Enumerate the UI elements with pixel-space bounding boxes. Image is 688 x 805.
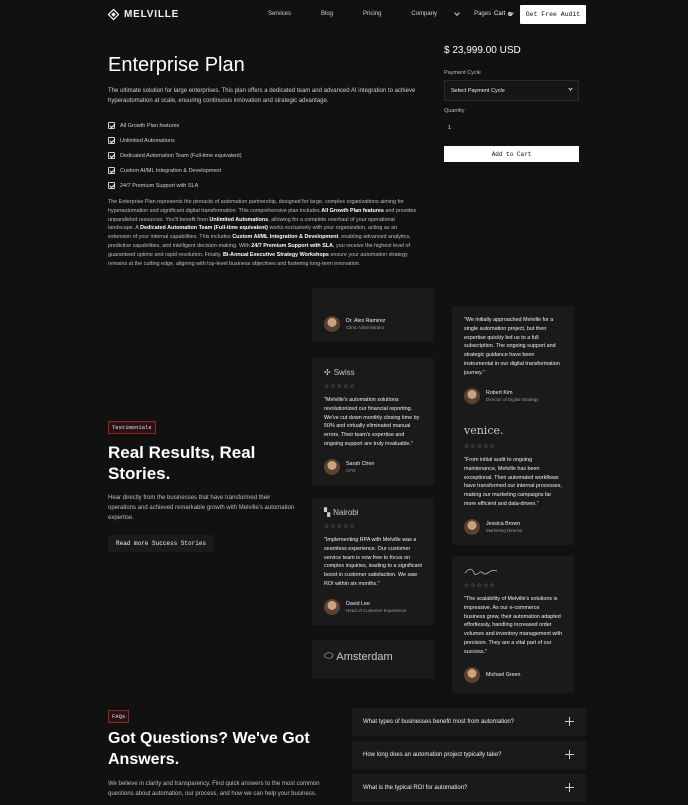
brand-logo xyxy=(324,508,422,517)
author-name: Jessica Brown xyxy=(486,520,521,527)
text-run: works exclusively with your organization, acting as an extension of your internal capabilities. This includes xyxy=(108,225,398,241)
testimonials-subheading: Hear directly from the businesses that have transformed their operations and achieved remarkable growth with Melville's automation expertise. xyxy=(108,495,295,521)
top-navigation xyxy=(0,0,688,30)
bold-text: Dedicated Automation Team (Full-time equivalent) xyxy=(140,225,268,232)
testimonial-card xyxy=(452,306,574,414)
read-more-stories-button[interactable]: Read more Success Stories xyxy=(108,535,214,552)
testimonial-quote xyxy=(324,298,422,312)
nav-link-label: Pricing xyxy=(363,11,382,17)
faq-tag: FAQs xyxy=(108,710,129,723)
bold-text: Bi-Annual Executive Strategy Workshops xyxy=(222,251,329,258)
nairobi-logo-icon: ▚ xyxy=(324,508,331,517)
testimonial-author xyxy=(464,388,562,404)
author-info xyxy=(346,461,374,473)
chevron-down-icon xyxy=(568,86,572,90)
testimonial-quote: "Implementing RPA with Melville was a seamless experience. Our customer service team is now free to focus on complex inquiries, leading to a significant boost in customer satisfaction. We saw ROI within six months." xyxy=(324,537,422,587)
testimonial-quote: "From initial audit to ongoing maintenance, Melville has been exceptional. Their automated workflows have transformed our internal processes, making our marketing campaigns far more efficient and data-driven." xyxy=(464,457,562,507)
product-price: $ 23,999.00 USD xyxy=(444,45,521,56)
feature-label: All Growth Plan features xyxy=(120,122,180,129)
text-run: , enabling advanced analytics, predictive capabilities, and intelligent decision-making. With xyxy=(108,234,411,249)
checkbox-icon xyxy=(108,137,115,144)
testimonial-card xyxy=(312,640,434,679)
logo[interactable] xyxy=(108,9,179,20)
product-title: Enterprise Plan xyxy=(108,54,245,76)
faq-question: What is the typical ROI for automation? xyxy=(363,785,468,791)
author-name: Robert Kim xyxy=(486,389,513,396)
text-run: and provides unparalleled resources. You'll benefit from xyxy=(108,207,417,223)
feature-label: Unlimited Automations xyxy=(120,137,175,144)
author-role: Clinic Administrator xyxy=(346,325,385,330)
feature-item xyxy=(108,178,242,193)
testimonial-quote: "The scalability of Melville's solutions is impressive. As our e-commerce business grew, their automation adapted effortlessly, handling increased order volumes and inventory management with precision. They are a vital part of our success." xyxy=(464,596,562,655)
testimonial-author xyxy=(324,599,422,615)
logo-text: MELVILLE xyxy=(124,9,180,20)
select-value: Select Payment Cycle xyxy=(451,87,505,94)
testimonial-quote: "We initially approached Melville for a single automation project, but their expertise quickly led us to a full subscription. The ongoing support and strategic guidance have been instrumental in our digital transformation journey." xyxy=(464,317,560,376)
nav-link-pricing[interactable] xyxy=(363,11,396,17)
faq-item[interactable] xyxy=(352,741,586,769)
bold-text: All Growth Plan features xyxy=(321,207,384,214)
rating-stars: ☆☆☆☆☆ xyxy=(464,444,496,450)
feature-label: Custom AI/ML Integration & Development xyxy=(120,167,221,174)
text-run: , allowing for a complete overhaul of your operational landscape. A xyxy=(108,216,395,232)
rating-stars: ☆☆☆☆☆ xyxy=(324,524,356,530)
text-run: The Enterprise Plan represents the pinnacle of automation partnership, designed for large, complex organizations aiming for hyperautomation and significant digital transformation. This comprehensive plan includes xyxy=(108,199,404,214)
cart-count-icon xyxy=(508,12,512,16)
author-role: Head of Customer Experience xyxy=(346,607,407,613)
author-name: Dr. Alex Ramirez xyxy=(346,318,386,324)
checkbox-icon xyxy=(108,182,115,189)
bold-text: 24/7 Premium Support with SLA xyxy=(251,242,334,249)
product-long-description xyxy=(108,198,420,268)
avatar xyxy=(464,388,480,404)
plus-icon xyxy=(565,750,574,759)
feature-label: 24/7 Premium Support with SLA xyxy=(120,182,199,189)
avatar xyxy=(324,599,340,615)
testimonial-card xyxy=(452,556,574,693)
testimonials-heading: Real Results, Real Stories. xyxy=(108,443,256,483)
testimonial-author xyxy=(464,519,562,535)
feature-item xyxy=(108,133,242,148)
author-name: Michael Green xyxy=(486,671,521,678)
brand-logo xyxy=(324,368,422,377)
testimonial-card xyxy=(312,498,434,625)
avatar xyxy=(324,459,340,475)
avatar xyxy=(464,667,480,683)
add-to-cart-button[interactable]: Add to Cart xyxy=(444,146,579,162)
product-description: The ultimate solution for large enterprises. This plan offers a dedicated team and advanced AI integration to achieve hyperautomation at scale, ensuring continuous innovation and strategic advantage. xyxy=(108,88,416,104)
quantity-label: Quantity xyxy=(444,108,465,114)
faq-item[interactable] xyxy=(352,708,586,736)
author-role: Marketing Director xyxy=(486,527,523,533)
text-run: ensure your automation strategy remains at the cutting edge, aligning with top-level business objectives and fostering long-term innovation. xyxy=(108,251,408,267)
nav-dropdown-company[interactable] xyxy=(411,11,459,17)
nav-link-blog[interactable] xyxy=(321,11,348,17)
feature-item xyxy=(108,118,242,133)
payment-cycle-select[interactable] xyxy=(444,80,579,101)
nav-link-label: Services xyxy=(268,11,292,17)
bold-text: Custom AI/ML Integration & Development xyxy=(232,234,339,241)
feature-list xyxy=(108,118,242,193)
avatar xyxy=(464,519,480,535)
testimonials-tag: Testimonials xyxy=(108,421,156,434)
chevron-down-icon xyxy=(454,10,460,16)
brand-logo xyxy=(464,566,562,576)
author-name: David Lee xyxy=(346,600,370,607)
faq-question: What types of businesses benefit most from automation? xyxy=(363,719,515,725)
faq-heading: Got Questions? We've Got Answers. xyxy=(108,730,310,768)
nav-link-label: Company xyxy=(411,11,438,17)
testimonial-card xyxy=(312,358,434,485)
brand-name: Nairobi xyxy=(333,508,359,517)
brand-logo: venice. xyxy=(464,424,504,437)
brand-logo xyxy=(324,650,422,663)
faq-subheading: We believe in clarity and transparency. Find quick answers to the most common questions about automation, our process, and how we can help your business. xyxy=(108,781,320,797)
cart-label: Cart xyxy=(494,11,506,17)
checkbox-icon xyxy=(108,152,115,159)
nav-link-services[interactable] xyxy=(268,11,306,17)
quantity-input[interactable]: 1 xyxy=(448,125,452,131)
plus-icon xyxy=(565,783,574,792)
checkbox-icon xyxy=(108,167,115,174)
author-role: Director of Digital Strategy xyxy=(486,396,539,402)
rating-stars: ☆☆☆☆☆ xyxy=(324,384,356,390)
testimonial-card xyxy=(312,288,434,342)
cart-button[interactable] xyxy=(494,11,512,17)
text-run: , you receive the highest level of guaranteed uptime and rapid resolution. Finally, xyxy=(108,242,411,258)
testimonial-quote: "Melville's automation solutions revolutionized our financial reporting. We've cut down monthly closing time by 50% and virtually eliminated manual errors. Their team's expertise and ongoing support are truly invaluable." xyxy=(324,397,420,447)
testimonial-card xyxy=(452,414,574,545)
bold-text: Unlimited Automations xyxy=(209,216,269,223)
faq-item[interactable] xyxy=(352,774,586,802)
feature-item xyxy=(108,148,242,163)
author-info xyxy=(346,601,406,613)
faq-question: How long does an automation project typically take? xyxy=(363,752,502,758)
payment-cycle-label: Payment Cycle xyxy=(444,70,481,76)
nav-link-label: Pages xyxy=(474,11,492,17)
testimonial-cards xyxy=(0,296,688,678)
testimonial-author xyxy=(324,459,422,475)
feature-item xyxy=(108,163,242,178)
rating-stars: ☆☆☆☆☆ xyxy=(464,583,496,589)
nav-links xyxy=(268,11,528,17)
author-info xyxy=(486,390,539,402)
testimonial-author xyxy=(324,316,422,332)
author-info xyxy=(486,672,520,678)
swiss-logo-icon: ✣ xyxy=(324,368,331,377)
signature-logo-icon xyxy=(464,566,498,576)
author-info xyxy=(486,521,523,533)
testimonial-author xyxy=(464,667,562,683)
author-info xyxy=(346,318,385,330)
brand-name: Amsterdam xyxy=(336,650,393,663)
amsterdam-logo-icon: ⬭ xyxy=(324,650,334,662)
logo-icon xyxy=(108,9,119,20)
plus-icon xyxy=(565,717,574,726)
avatar xyxy=(324,316,340,332)
brand-name: Swiss xyxy=(333,368,355,377)
author-role: CFO xyxy=(346,467,356,473)
checkbox-icon xyxy=(108,122,115,129)
author-name: Sarah Chen xyxy=(346,460,375,467)
get-free-audit-button[interactable]: Get Free Audit xyxy=(520,5,586,24)
feature-label: Dedicated Automation Team (Full-time equivalent) xyxy=(120,152,242,159)
nav-link-label: Blog xyxy=(321,11,334,17)
